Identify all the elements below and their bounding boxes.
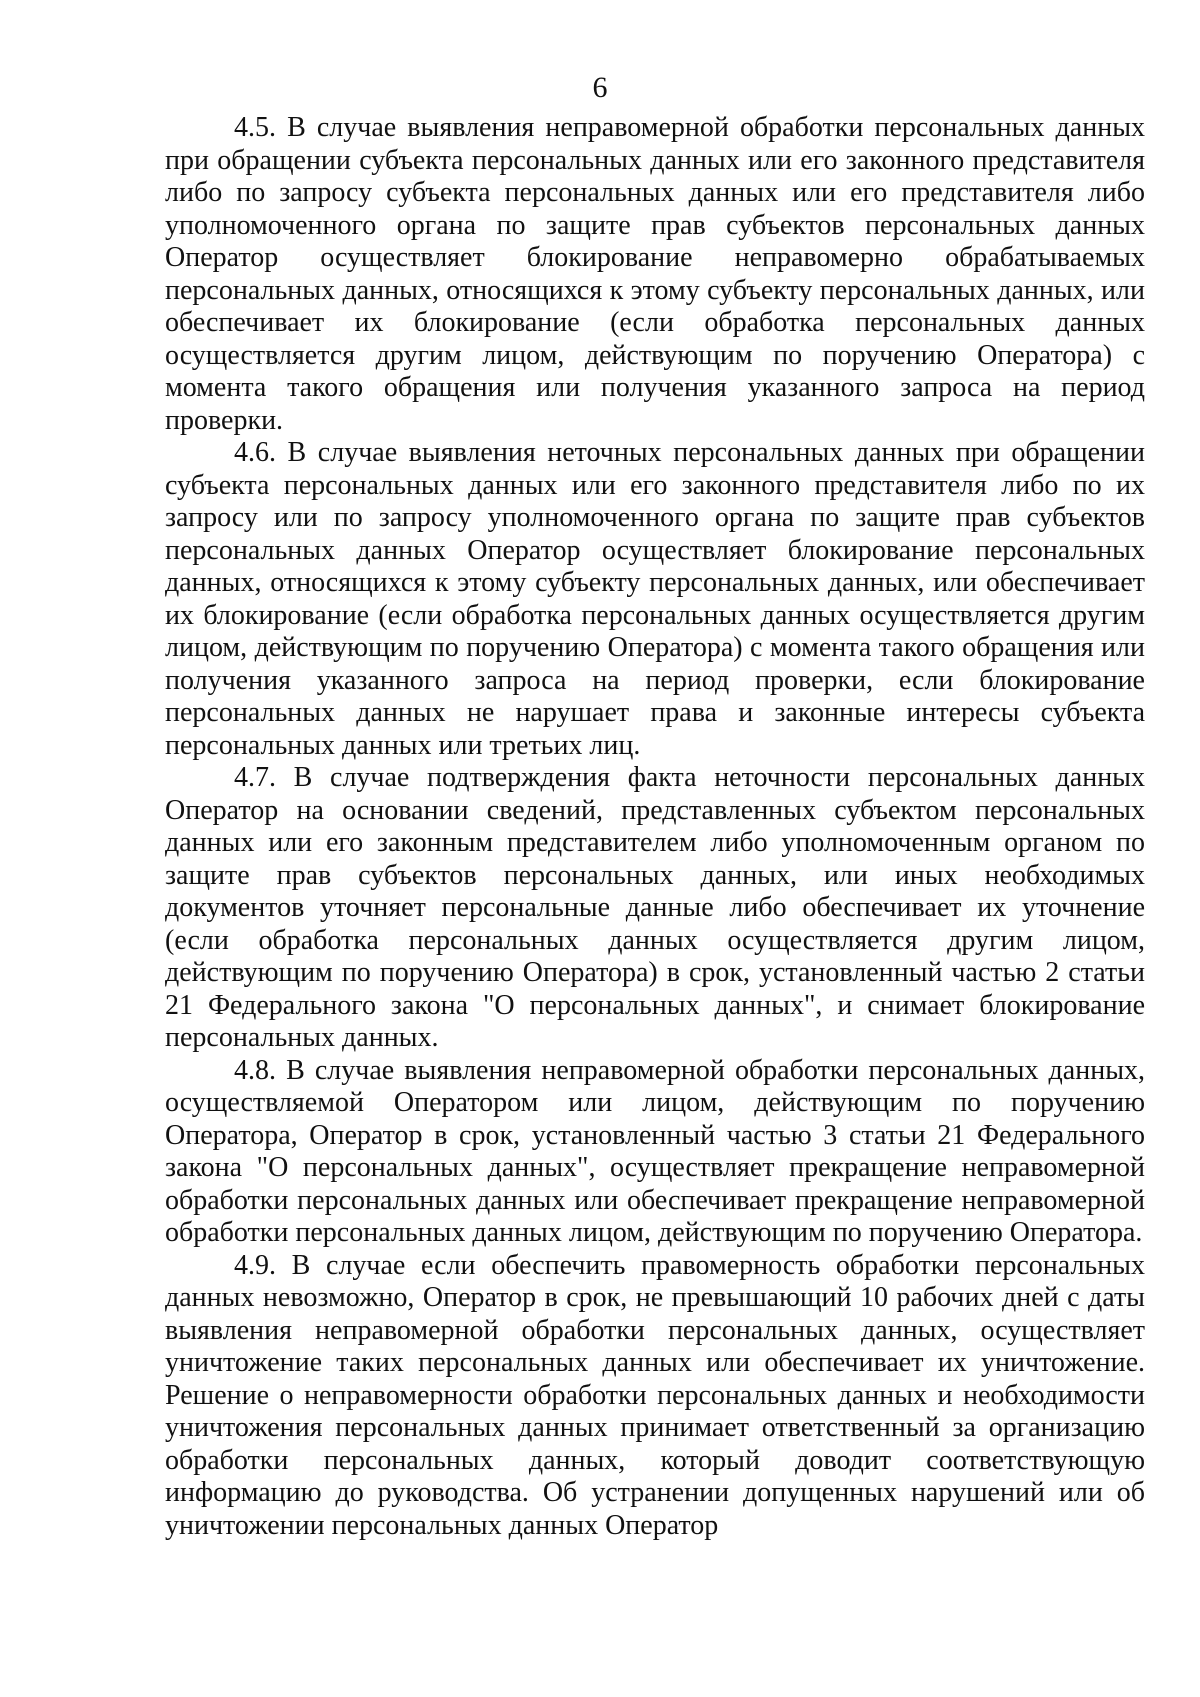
paragraph-4-9: 4.9. В случае если обеспечить правомерность обработки персональных данных невозможно, Оператор в срок, не превышающий 10 рабочих дней с даты выявления неправомерной обработки персональных данных, осуществляет уничтожение таких персональных данных или обеспечивает их уничтожение. Решение о неправомерности обработки персональных данных и необходимости уничтожения персональных данных принимает ответственный за организацию обработки персональных данных, который доводит соответствующую информацию до руководства. Об устранении допущенных нарушений или об уничтожении персональных данных Оператор: [165, 1249, 1145, 1541]
paragraph-4-8: 4.8. В случае выявления неправомерной обработки персональных данных, осуществляемой Оператором или лицом, действующим по поручению Оператора, Оператор в срок, установленный частью 3 статьи 21 Федерального закона "О персональных данных", осуществляет прекращение неправомерной обработки персональных данных или обеспечивает прекращение неправомерной обработки персональных данных лицом, действующим по поручению Оператора.: [165, 1054, 1145, 1248]
paragraph-4-6: 4.6. В случае выявления неточных персональных данных при обращении субъекта персональных данных или его законного представителя либо по их запросу или по запросу уполномоченного органа по защите прав субъектов персональных данных Оператор осуществляет блокирование персональных данных, относящихся к этому субъекту персональных данных, или обеспечивает их блокирование (если обработка персональных данных осуществляется другим лицом, действующим по поручению Оператора) с момента такого обращения или получения указанного запроса на период проверки, если блокирование персональных данных не нарушает права и законные интересы субъекта персональных данных или третьих лиц.: [165, 437, 1145, 761]
page-number: 6: [592, 71, 608, 104]
paragraph-4-5: 4.5. В случае выявления неправомерной обработки персональных данных при обращении субъекта персональных данных или его законного представителя либо по запросу субъекта персональных данных или его представителя либо уполномоченного органа по защите прав субъектов персональных данных Оператор осуществляет блокирование неправомерно обрабатываемых персональных данных, относящихся к этому субъекту персональных данных, или обеспечивает их блокирование (если обработка персональных данных осуществляется другим лицом, действующим по поручению Оператора) с момента такого обращения или получения указанного запроса на период проверки.: [165, 112, 1145, 436]
document-body: [165, 112, 1145, 1542]
paragraph-4-7: 4.7. В случае подтверждения факта неточности персональных данных Оператор на основании сведений, представленных субъектом персональных данных или его законным представителем либо уполномоченным органом по защите прав субъектов персональных данных, или иных необходимых документов уточняет персональные данные либо обеспечивает их уточнение (если обработка персональных данных осуществляется другим лицом, действующим по поручению Оператора) в срок, установленный частью 2 статьи 21 Федерального закона "О персональных данных", и снимает блокирование персональных данных.: [165, 762, 1145, 1053]
